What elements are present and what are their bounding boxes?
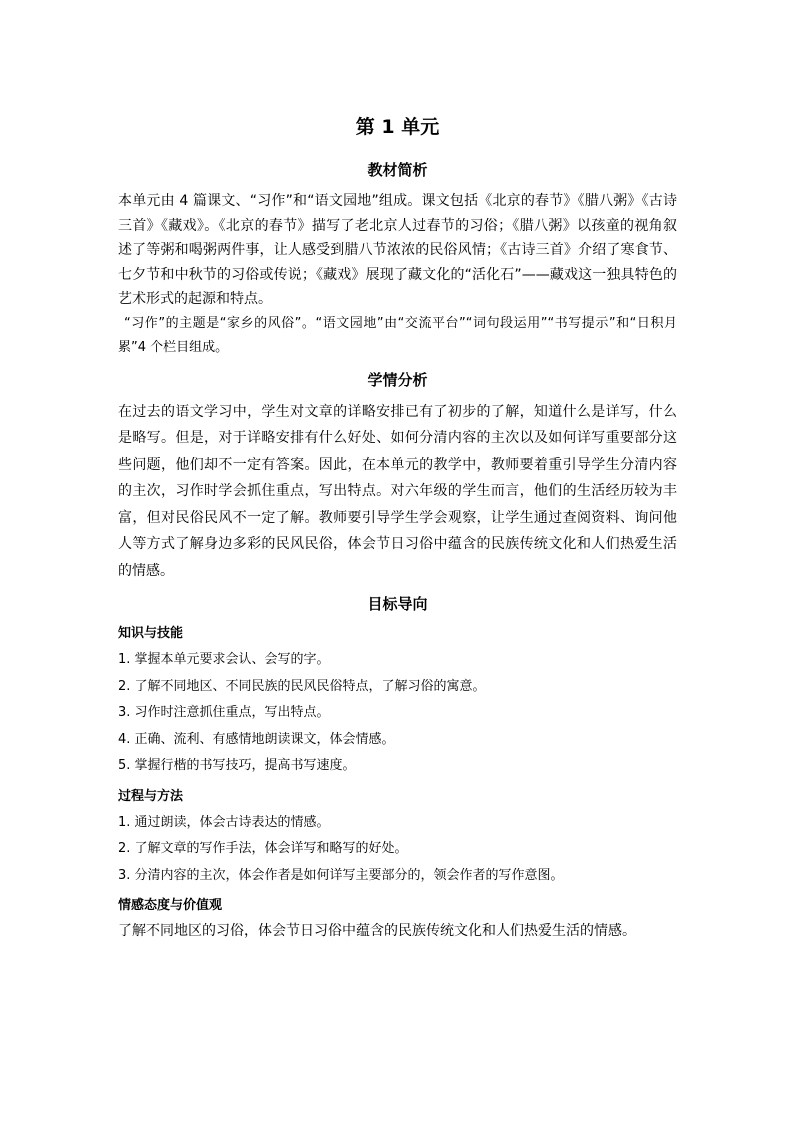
attitude-text: 了解不同地区的习俗，体会节日习俗中蕴含的民族传统文化和人们热爱生活的情感。 (118, 923, 636, 939)
sub-heading-process: 过程与方法 (118, 788, 184, 804)
textbook-analysis-paragraph-2: “习作”的主题是“家乡的风俗”。“语文园地”由“交流平台”“词句段运用”“书写提示”和“日积月累”4 个栏目组成。 (118, 315, 677, 355)
list-item: 3. 分清内容的主次，体会作者是如何详写主要部分的，领会作者的写作意图。 (118, 867, 564, 883)
textbook-analysis-paragraph-1: 本单元由 4 篇课文、“习作”和“语文园地”组成。课文包括《北京的春节》《腊八粥》《古诗三首》《藏戏》。《北京的春节》描写了老北京人过春节的习俗；《腊八粥》以孩童的视角叙述了等粥和喝粥两件事，让人感受到腊八节浓浓的民俗风情；《古诗三首》介绍了寒食节、七夕节和中秋节的习俗或传说；《藏戏》展现了藏文化的“活化石”——藏戏这一独具特色的艺术形式的起源和特点。 (118, 193, 677, 307)
sub-heading-knowledge: 知识与技能 (118, 626, 184, 641)
unit-title: 第 1 单元 (355, 116, 440, 138)
sub-heading-attitude: 情感态度与价值观 (118, 898, 223, 913)
section-heading-objectives: 目标导向 (367, 595, 428, 613)
section-heading-textbook-analysis: 教材简析 (367, 161, 428, 179)
list-item: 1. 通过朗读，体会古诗表达的情感。 (118, 814, 330, 830)
section-objectives (118, 593, 677, 944)
section-heading-student-analysis: 学情分析 (367, 370, 428, 389)
list-item: 3. 习作时注意抓住重点，写出特点。 (118, 705, 330, 720)
list-item: 4. 正确、流利、有感情地朗读课文，体会情感。 (118, 731, 395, 747)
section-spacer (118, 360, 677, 369)
section-student-analysis (118, 369, 677, 585)
list-item: 2. 了解不同地区、不同民族的民风民俗特点，了解习俗的寓意。 (118, 678, 486, 694)
list-item: 5. 掌握行楷的书写技巧，提高书写速度。 (118, 758, 356, 773)
list-item: 2. 了解文章的写作手法，体会详写和略写的好处。 (118, 841, 408, 856)
student-analysis-paragraph: 在过去的语文学习中，学生对文章的详略安排已有了初步的了解，知道什么是详写，什么是略写。但是，对于详略安排有什么好处、如何分清内容的主次以及如何详写重要部分这些问题，他们却不一定有答案。因此，在本单元的教学中，教师要着重引导学生分清内容的主次，习作时学会抓住重点，写出特点。对六年级的学生而言，他们的生活经历较为丰富，但对民俗民风不一定了解。教师要引导学生学会观察，让学生通过查阅资料、询问他人等方式了解身边多彩的民风民俗，体会节日习俗中蕴含的民族传统文化和人们热爱生活的情感。 (118, 403, 677, 579)
section-textbook-analysis (118, 159, 677, 360)
list-item: 1. 掌握本单元要求会认、会写的字。 (118, 652, 330, 667)
section-spacer (118, 584, 677, 593)
